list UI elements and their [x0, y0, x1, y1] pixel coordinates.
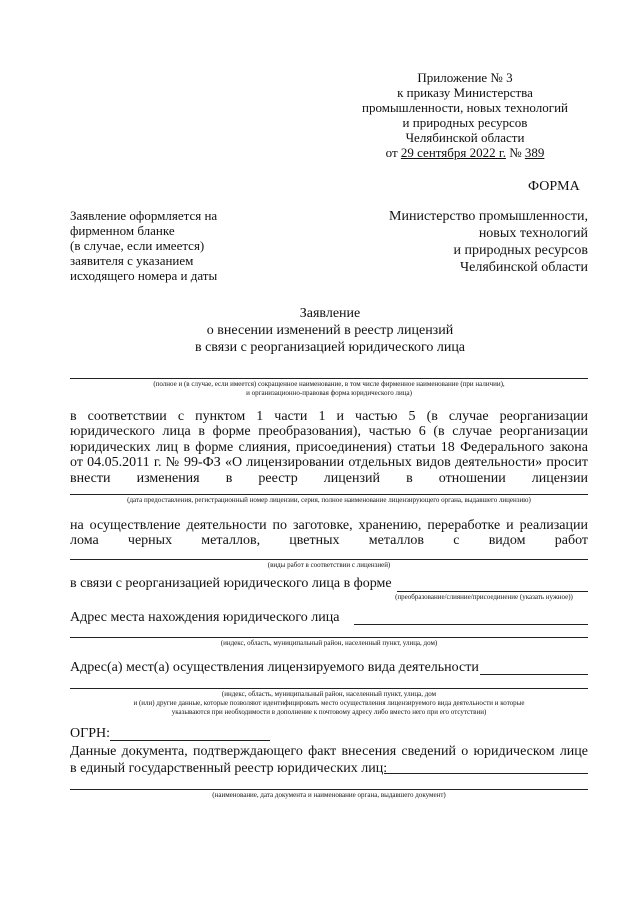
title-line-2: о внесении изменений в реестр лицензий [206, 323, 454, 338]
ogrn-field[interactable] [110, 740, 270, 741]
addressee-line-4: Челябинской области [460, 260, 588, 275]
letterhead-note-line-1: Заявление оформляется на [70, 208, 218, 223]
form-label: ФОРМА [528, 179, 580, 194]
appendix-block [330, 70, 600, 160]
request-line-2: юридического лица в форме преобразования), частью 6 (в случае реорганизации [70, 424, 588, 440]
addressee-line-1: Министерство промышленности, [389, 209, 588, 224]
activity-line-1: на осуществление деятельности по заготовке, хранению, переработке и реализации [70, 518, 588, 533]
request-line-1: в соответствии с пунктом 1 части 1 и частью 5 (в случае реорганизации [70, 409, 588, 424]
company-name-caption-line-2: и организационно-правовая форма юридического лица) [246, 389, 412, 397]
letterhead-note-line-5: исходящего номера и даты [70, 268, 218, 283]
reorg-form-field[interactable] [397, 591, 588, 592]
ogrn-label: ОГРН: [70, 726, 110, 741]
egrul-field[interactable] [384, 773, 588, 774]
appendix-line-5: Челябинской области [405, 130, 525, 145]
location-address-caption: (индекс, область, муниципальный район, населенный пункт, улица, дом) [220, 639, 438, 647]
letterhead-note-line-3: (в случае, если имеется) [70, 238, 205, 253]
request-paragraph [70, 409, 588, 486]
activity-line-2: лома черных металлов, цветных металлов с видом работ [70, 533, 588, 549]
appendix-line-1: Приложение № 3 [417, 70, 513, 85]
reorg-caption: (преобразование/слияние/присоединение (указать нужное)) [395, 593, 573, 601]
appendix-line-2: к приказу Министерства [397, 85, 533, 100]
activity-paragraph [70, 518, 588, 549]
request-line-3: юридических лиц в форме слияния, присоединения) статьи 18 Федерального закона [70, 439, 588, 455]
activity-address-field[interactable] [480, 674, 588, 675]
egrul-caption: (наименование, дата документа и наименование органа, выдавшего документ) [212, 791, 446, 799]
request-line-5: внести изменения в реестр лицензий в отношении лицензии [70, 470, 588, 486]
egrul-line-3[interactable] [70, 789, 588, 790]
document-title [70, 305, 590, 356]
company-name-caption [70, 380, 588, 398]
activity-address-label: Адрес(а) мест(а) осуществления лицензируемого вида деятельности [70, 660, 479, 675]
activity-address-caption-line-2: и (или) другие данные, которые позволяют идентифицировать место осуществления лицензируемого вида деятельности и которые [133, 699, 525, 707]
title-line-1: Заявление [299, 306, 361, 321]
license-details-caption: (дата предоставления, регистрационный номер лицензии, серия, полное наименование лицензирующего органа, выдавшего лицензию) [127, 496, 531, 504]
reorg-label: в связи с реорганизацией юридического лица в форме [70, 576, 392, 591]
addressee-line-3: и природных ресурсов [453, 243, 588, 258]
addressee-line-2: новых технологий [478, 226, 588, 241]
activity-address-caption-line-3: указываются при необходимости в дополнение к почтовому адресу либо вместо него при его отсутствии) [171, 708, 487, 716]
addressee-block [360, 208, 588, 276]
egrul-paragraph [70, 743, 588, 777]
company-name-caption-line-1: (полное и (в случае, если имеется) сокращенное наименование, в том числе фирменное наименование (при наличии), [153, 380, 505, 388]
appendix-line-3: промышленности, новых технологий [362, 100, 568, 115]
appendix-number-sign: № [509, 145, 522, 160]
appendix-line-4: и природных ресурсов [402, 115, 528, 130]
appendix-date-line [330, 145, 600, 160]
letterhead-note-line-4: заявителя с указанием [70, 253, 194, 268]
title-line-3: в связи с реорганизацией юридического лица [194, 340, 466, 355]
license-details-line[interactable] [70, 494, 588, 495]
egrul-line-1: Данные документа, подтверждающего факт внесения сведений о юридическом лице [70, 744, 588, 759]
activity-address-caption-line-1: (индекс, область, муниципальный район, населенный пункт, улица, дом [221, 690, 437, 698]
location-address-field[interactable] [354, 624, 588, 625]
appendix-date-prefix: от [385, 145, 398, 160]
appendix-date: 29 сентября 2022 г. [400, 145, 506, 160]
works-caption: (виды работ в соответствии с лицензией) [267, 561, 391, 569]
appendix-number: 389 [524, 145, 545, 160]
company-name-line[interactable] [70, 378, 588, 379]
activity-address-line-2[interactable] [70, 688, 588, 689]
works-line[interactable] [70, 559, 588, 560]
letterhead-note [70, 208, 260, 283]
location-address-line-2[interactable] [70, 637, 588, 638]
request-line-4: от 04.05.2011 г. № 99-ФЗ «О лицензировании отдельных видов деятельности» просит [70, 455, 588, 471]
egrul-line-2: в единый государственный реестр юридических лиц: [70, 761, 388, 776]
location-address-label: Адрес места нахождения юридического лица [70, 610, 340, 625]
letterhead-note-line-2: фирменном бланке [70, 223, 175, 238]
activity-address-caption [70, 690, 588, 717]
